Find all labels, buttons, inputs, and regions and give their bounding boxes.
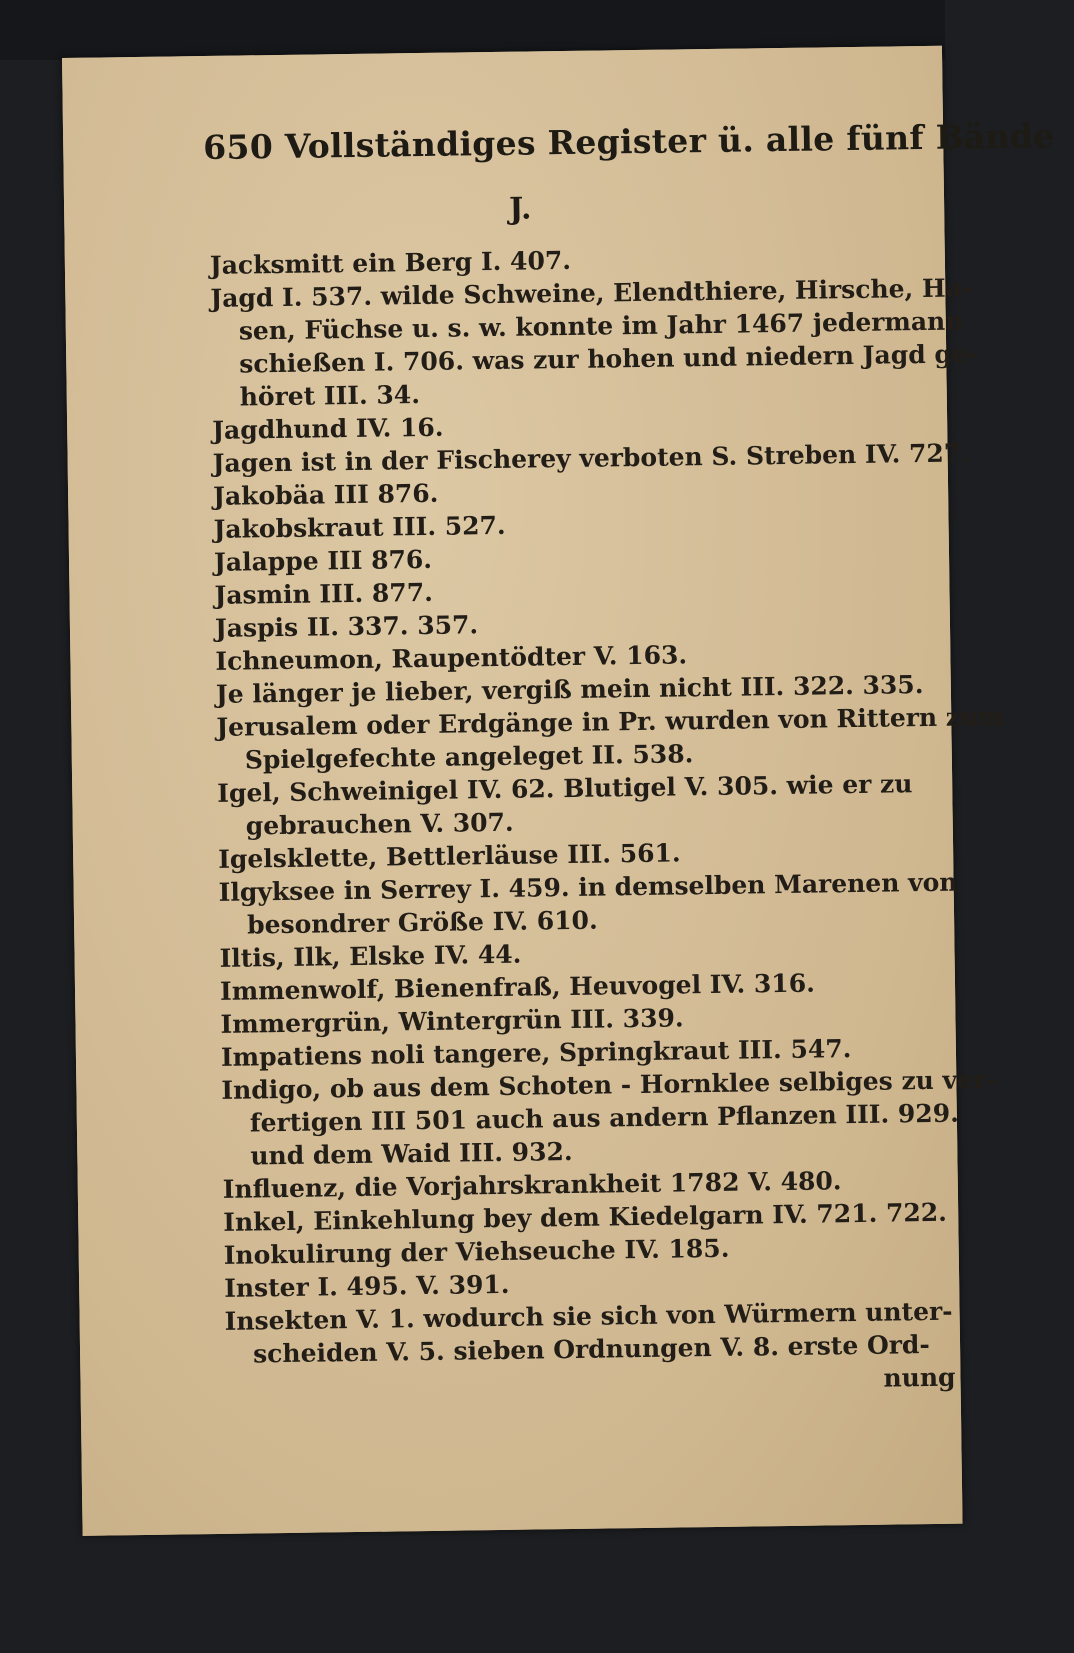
index-line: Inokulirung der Viehseuche IV. 185. xyxy=(223,1233,730,1270)
index-line: Jalappe III 876. xyxy=(213,544,433,577)
index-line: nung xyxy=(883,1362,956,1393)
index-line: sen, Füchse u. s. w. konnte im Jahr 1467 jedermann xyxy=(238,306,964,346)
index-entries xyxy=(209,239,1005,1404)
index-line: fertigen III 501 auch aus andern Pflanzen III. 929. xyxy=(249,1098,960,1138)
section-letter: J. xyxy=(508,191,532,227)
book-page xyxy=(62,46,1055,1536)
index-line: Igelsklette, Bettlerläuse III. 561. xyxy=(218,838,681,874)
index-line: gebrauchen V. 307. xyxy=(245,807,514,841)
index-line: Je länger je lieber, vergiß mein nicht III. 322. 335. xyxy=(215,670,924,709)
running-header: 650 Vollständiges Register ü. alle fünf Bände xyxy=(202,116,1055,168)
index-line: Jasmin III. 877. xyxy=(214,577,434,610)
index-line: Jagd I. 537. wilde Schweine, Elendthiere, Hirsche, Ha- xyxy=(210,273,973,313)
index-line: Immergrün, Wintergrün III. 339. xyxy=(220,1003,684,1039)
index-line: Jagen ist in der Fischerey verboten S. Streben IV. 727. xyxy=(212,438,971,478)
index-line: Spielgefechte angeleget II. 538. xyxy=(244,739,694,775)
index-line: Ilgyksee in Serrey I. 459. in demselben Marenen von xyxy=(218,867,958,907)
index-line: höret III. 34. xyxy=(239,380,421,412)
index-line: Jakobskraut III. 527. xyxy=(213,510,506,544)
index-line: Iltis, Ilk, Elske IV. 44. xyxy=(219,939,522,973)
index-line: Immenwolf, Bienenfraß, Heuvogel IV. 316. xyxy=(219,968,816,1006)
index-line: Impatiens noli tangere, Springkraut III. 547. xyxy=(220,1034,852,1072)
index-line: schießen I. 706. was zur hohen und niedern Jagd ge- xyxy=(239,339,979,379)
index-line: Inster I. 495. V. 391. xyxy=(223,1269,510,1303)
index-line: Ichneumon, Raupentödter V. 163. xyxy=(215,640,688,676)
index-line: Insekten V. 1. wodurch sie sich von Würmern unter- xyxy=(224,1296,953,1336)
index-line: Jaspis II. 337. 357. xyxy=(214,610,479,643)
index-line: Indigo, ob aus dem Schoten - Hornklee selbiges zu ver- xyxy=(221,1065,997,1105)
index-line: Inkel, Einkehlung bey dem Kiedelgarn IV. 721. 722. xyxy=(223,1197,948,1237)
index-line: Jakobäa III 876. xyxy=(212,478,439,511)
index-line: Jerusalem oder Erdgänge in Pr. wurden von Rittern zum xyxy=(216,701,1005,742)
index-line: und dem Waid III. 932. xyxy=(250,1136,573,1171)
index-line: Igel, Schweinigel IV. 62. Blutigel V. 305. wie er zu xyxy=(217,769,913,808)
index-line: Jacksmitt ein Berg I. 407. xyxy=(209,245,572,280)
index-line: besondrer Größe IV. 610. xyxy=(246,905,598,940)
index-line: Influenz, die Vorjahrskrankheit 1782 V. 480. xyxy=(222,1166,842,1204)
index-line: Jagdhund IV. 16. xyxy=(212,412,444,445)
index-line: scheiden V. 5. sieben Ordnungen V. 8. erste Ord- xyxy=(252,1330,930,1369)
